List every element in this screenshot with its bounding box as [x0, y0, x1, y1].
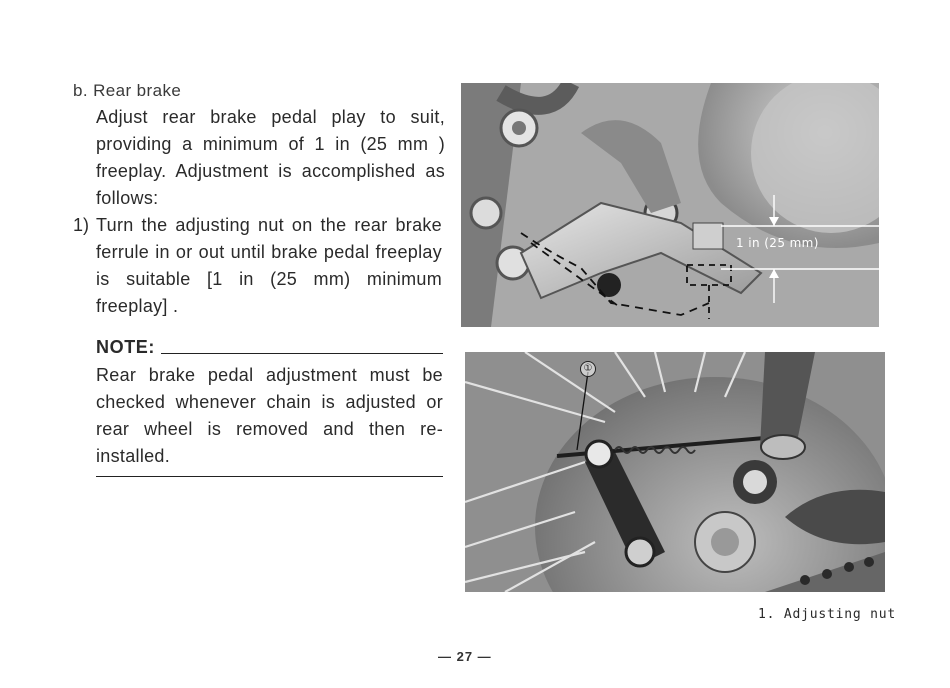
freeplay-dimension-label: 1 in (25 mm): [736, 236, 819, 250]
step-number: 1): [73, 215, 90, 235]
step-1: [73, 212, 445, 320]
page-number: — 27 —: [438, 649, 492, 664]
brake-pedal-photo: [461, 83, 879, 327]
note-header: [96, 334, 443, 360]
rear-hub-illustration: [465, 352, 885, 592]
note-top-rule: [161, 353, 443, 354]
note-text: Rear brake pedal adjustment must be checked whenever chain is adjusted or rear wheel is removed and then re-installed.: [96, 365, 443, 466]
text-column: [73, 78, 445, 477]
note-bottom-rule: [96, 476, 443, 477]
step-text: Turn the adjusting nut on the rear brake ferrule in or out until brake pedal freeplay is suitable [1 in (25 mm) minimum freeplay] .: [96, 215, 442, 316]
figure-caption: 1. Adjusting nut: [758, 607, 897, 622]
note-title: NOTE:: [96, 337, 155, 357]
rear-hub-photo: [465, 352, 885, 592]
brake-pedal-illustration: [461, 83, 879, 327]
adjusting-nut-callout: ①: [580, 361, 596, 377]
section-heading: b. Rear brake: [73, 81, 182, 100]
note-box: [96, 334, 443, 477]
intro-paragraph: Adjust rear brake pedal play to suit, providing a minimum of 1 in (25 mm ) freeplay. Adjustment is accomplished as follows:: [96, 107, 445, 208]
